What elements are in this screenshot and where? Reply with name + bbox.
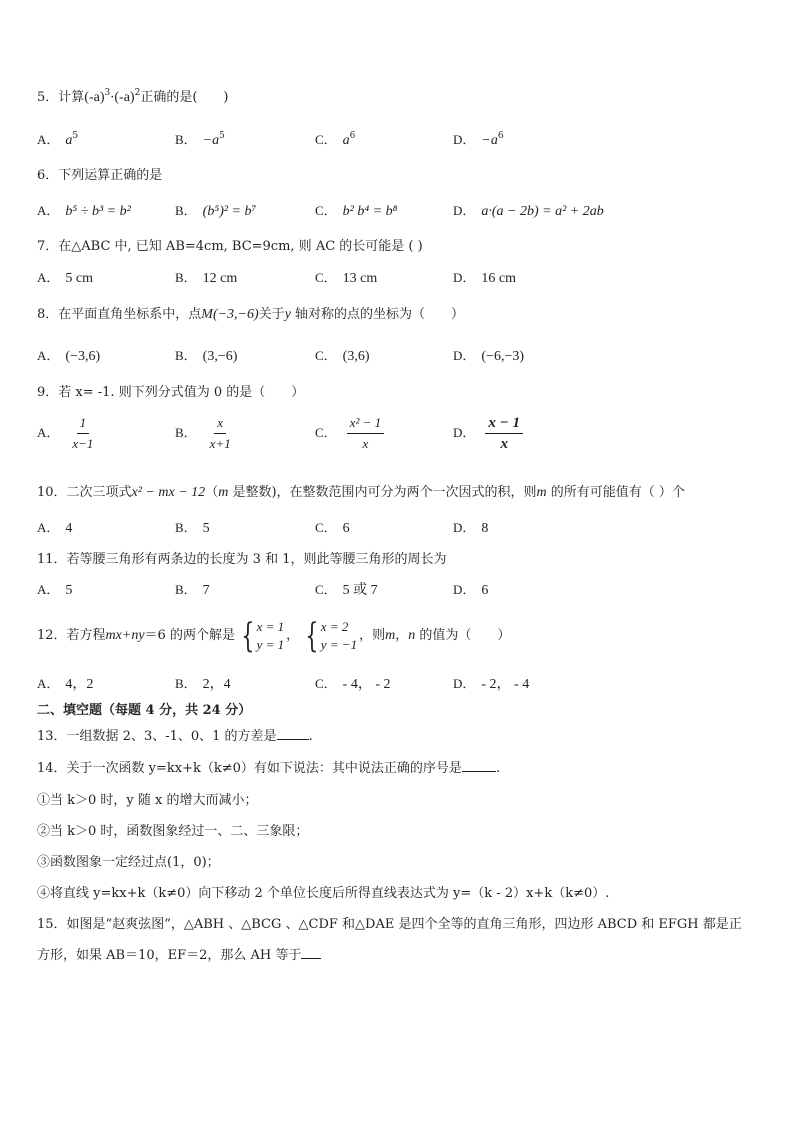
question-6-option-a: A． b⁵ ÷ b³ = b² bbox=[37, 203, 131, 219]
question-15-line-1: 15．如图是“赵爽弦图”，△ABH 、△BCG 、△CDF 和△DAE 是四个全等的直角三角形，四边形 ABCD 和 EFGH 都是正 bbox=[37, 917, 742, 932]
question-11-options bbox=[37, 578, 757, 602]
section-2-title: 二、填空题（每题 4 分，共 24 分） bbox=[37, 703, 252, 718]
question-6-option-c: C． b² b⁴ = b⁸ bbox=[315, 203, 398, 219]
question-15-line-2: 方形，如果 AB＝10，EF＝2，那么 AH 等于 bbox=[37, 946, 321, 966]
question-14-item-2: ②当 k＞0 时，函数图象经过一、二、三象限； bbox=[37, 824, 309, 839]
question-11-stem: 11．若等腰三角形有两条边的长度为 3 和 1，则此等腰三角形的周长为 bbox=[37, 552, 447, 567]
question-14-item-1: ①当 k＞0 时，y 随 x 的增大而减小； bbox=[37, 793, 258, 808]
question-7-option-c: C． 13 cm bbox=[315, 270, 378, 286]
question-5-option-a: A． $a^5$ bbox=[37, 131, 79, 148]
question-11-option-b: B． 7 bbox=[175, 582, 210, 598]
question-5-option-c: C． $a^6$ bbox=[315, 131, 356, 148]
question-7-options bbox=[37, 266, 757, 290]
question-8-options bbox=[37, 344, 757, 368]
question-6-stem: 6．下列运算正确的是 bbox=[37, 168, 163, 183]
question-10-option-d: D． 8 bbox=[453, 520, 489, 536]
answer-blank bbox=[301, 958, 321, 959]
question-10-stem: 10．二次三项式x² − mx − 12（m 是整数)，在整数范围内可分为两个一次因式的积，则m 的所有可能值有（ ）个 bbox=[37, 485, 685, 500]
question-11-option-a: A． 5 bbox=[37, 582, 73, 598]
question-8-option-c: C． (3,6) bbox=[315, 348, 370, 364]
question-14-item-3: ③函数图象一定经过点(1，0)； bbox=[37, 855, 220, 870]
question-5-option-d: D． $-a^6$ bbox=[453, 131, 504, 148]
question-9-options bbox=[37, 415, 757, 457]
question-9-option-d: D． $\frac{x - 1}{x}$ bbox=[453, 415, 523, 452]
question-13: 13．一组数据 2、3、-1、0、1 的方差是 . bbox=[37, 729, 313, 744]
question-5-option-b: B． $-a^5$ bbox=[175, 131, 225, 148]
question-7-option-b: B． 12 cm bbox=[175, 270, 238, 286]
question-6-option-d: D． a·(a − 2b) = a² + 2ab bbox=[453, 203, 604, 219]
question-8-option-a: A． (−3,6) bbox=[37, 348, 101, 364]
question-7-stem: 7．在△ABC 中, 已知 AB=4cm, BC=9cm, 则 AC 的长可能是 ( ) bbox=[37, 239, 423, 254]
question-10-options bbox=[37, 516, 757, 540]
system-1: { x = 1 y = 1 bbox=[241, 615, 285, 656]
answer-blank bbox=[462, 771, 496, 772]
question-5-stem: 5．计算$(-a)^3\cdot(-a)^2$正确的是( ) bbox=[37, 88, 229, 105]
question-12-option-b: B． 2，4 bbox=[175, 676, 231, 692]
question-14-item-4: ④将直线 y=kx+k（k≠0）向下移动 2 个单位长度后所得直线表达式为 y=（k - 2）x+k（k≠0）. bbox=[37, 886, 610, 901]
question-9-stem: 9．若 x= -1. 则下列分式值为 0 的是（ ） bbox=[37, 385, 305, 400]
question-12-option-a: A． 4，2 bbox=[37, 676, 94, 692]
question-8-stem: 8．在平面直角坐标系中，点M(−3,−6)关于y 轴对称的点的坐标为（ ） bbox=[37, 307, 465, 322]
question-9-option-b: B． $\frac{x}{x+1}$ bbox=[175, 415, 231, 451]
question-12-stem: 12．若方程mx+ny＝6 的两个解是 { x = 1 y = 1 ， { x = 2 y = −1 ，则m，n 的值为（ ） bbox=[37, 615, 511, 656]
question-12-option-c: C． - 4， - 2 bbox=[315, 676, 391, 692]
question-11-option-c: C． 5 或 7 bbox=[315, 582, 378, 598]
question-14: 14．关于一次函数 y=kx+k（k≠0）有如下说法：其中说法正确的序号是 . bbox=[37, 761, 501, 776]
question-5-options bbox=[37, 128, 757, 152]
question-10-option-a: A． 4 bbox=[37, 520, 73, 536]
question-7-option-d: D． 16 cm bbox=[453, 270, 516, 286]
question-10-option-b: B． 5 bbox=[175, 520, 210, 536]
question-6-options bbox=[37, 199, 757, 223]
question-8-option-b: B． (3,−6) bbox=[175, 348, 238, 364]
question-9-option-c: C． $\frac{\text{x² − 1}}{x}$ bbox=[315, 415, 384, 452]
question-12-options bbox=[37, 672, 757, 696]
answer-blank bbox=[277, 739, 309, 740]
question-8-option-d: D． (−6,−3) bbox=[453, 348, 525, 364]
question-6-option-b: B． (b⁵)² = b⁷ bbox=[175, 203, 257, 219]
question-9-option-a: A． $\frac{1}{x-1}$ bbox=[37, 415, 94, 451]
question-12-option-d: D． - 2， - 4 bbox=[453, 676, 530, 692]
question-7-option-a: A． 5 cm bbox=[37, 270, 93, 286]
question-11-option-d: D． 6 bbox=[453, 582, 489, 598]
question-10-option-c: C． 6 bbox=[315, 520, 350, 536]
system-2: { x = 2 y = −1 bbox=[305, 615, 358, 656]
